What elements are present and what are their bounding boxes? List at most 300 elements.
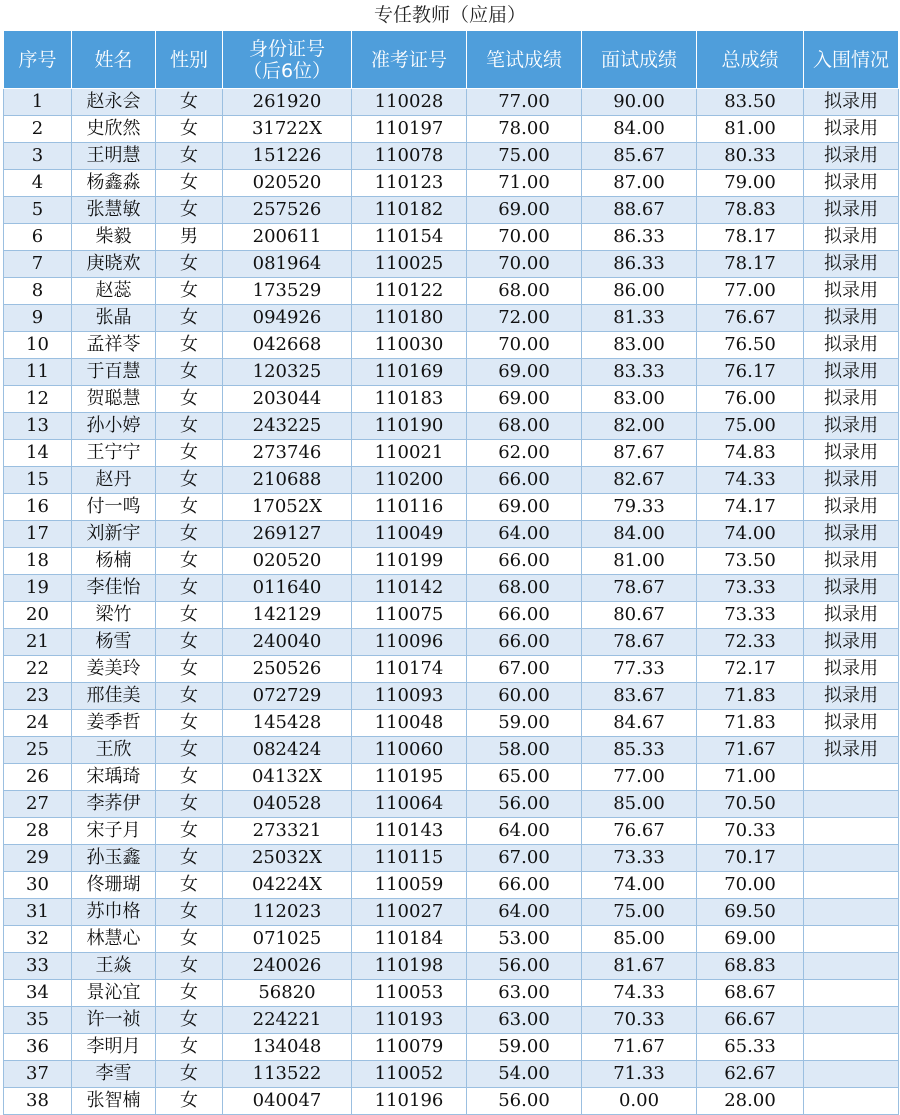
table-row [4,872,899,899]
cell-written: 56.00 [467,791,582,818]
cell-written: 68.00 [467,278,582,305]
table-row [4,710,899,737]
cell-status [804,872,899,899]
table-row [4,1061,899,1088]
cell-exam-no: 110122 [352,278,467,305]
cell-seq: 17 [4,521,72,548]
cell-name: 佟珊瑚 [72,872,156,899]
cell-status: 拟录用 [804,629,899,656]
cell-written: 66.00 [467,467,582,494]
cell-name: 宋瑀琦 [72,764,156,791]
cell-id: 011640 [223,575,352,602]
cell-id: 17052X [223,494,352,521]
cell-id: 240026 [223,953,352,980]
cell-exam-no: 110143 [352,818,467,845]
cell-interview: 83.00 [582,386,697,413]
cell-exam-no: 110116 [352,494,467,521]
cell-id: 082424 [223,737,352,764]
cell-status: 拟录用 [804,683,899,710]
cell-status [804,980,899,1007]
cell-id: 113522 [223,1061,352,1088]
cell-seq: 2 [4,116,72,143]
cell-exam-no: 110174 [352,656,467,683]
cell-interview: 86.00 [582,278,697,305]
cell-status [804,818,899,845]
cell-interview: 73.33 [582,845,697,872]
cell-id: 31722X [223,116,352,143]
cell-gender: 女 [156,602,223,629]
cell-id: 020520 [223,170,352,197]
cell-total: 72.33 [697,629,804,656]
cell-status: 拟录用 [804,359,899,386]
cell-seq: 32 [4,926,72,953]
cell-gender: 女 [156,548,223,575]
cell-written: 53.00 [467,926,582,953]
cell-id: 042668 [223,332,352,359]
cell-gender: 女 [156,305,223,332]
cell-gender: 女 [156,656,223,683]
cell-seq: 23 [4,683,72,710]
cell-seq: 30 [4,872,72,899]
cell-written: 68.00 [467,575,582,602]
cell-gender: 女 [156,845,223,872]
cell-interview: 71.67 [582,1034,697,1061]
cell-interview: 85.67 [582,143,697,170]
cell-gender: 女 [156,872,223,899]
cell-id: 072729 [223,683,352,710]
cell-total: 76.17 [697,359,804,386]
header-id-line2: （后6位） [242,59,332,82]
cell-status: 拟录用 [804,278,899,305]
cell-gender: 女 [156,710,223,737]
cell-exam-no: 110079 [352,1034,467,1061]
cell-gender: 女 [156,1061,223,1088]
cell-exam-no: 110199 [352,548,467,575]
cell-name: 孙小婷 [72,413,156,440]
cell-total: 73.33 [697,575,804,602]
cell-status: 拟录用 [804,548,899,575]
cell-written: 63.00 [467,1007,582,1034]
cell-interview: 90.00 [582,89,697,116]
cell-total: 62.67 [697,1061,804,1088]
cell-total: 70.33 [697,818,804,845]
table-row [4,359,899,386]
header-interview: 面试成绩 [582,31,697,89]
header-name: 姓名 [72,31,156,89]
cell-exam-no: 110078 [352,143,467,170]
cell-interview: 80.67 [582,602,697,629]
cell-total: 78.17 [697,251,804,278]
cell-interview: 81.00 [582,548,697,575]
cell-status: 拟录用 [804,575,899,602]
cell-seq: 28 [4,818,72,845]
table-row [4,926,899,953]
cell-gender: 男 [156,224,223,251]
cell-gender: 女 [156,386,223,413]
cell-name: 杨雪 [72,629,156,656]
cell-interview: 83.67 [582,683,697,710]
cell-gender: 女 [156,359,223,386]
cell-id: 142129 [223,602,352,629]
cell-written: 56.00 [467,953,582,980]
cell-status [804,791,899,818]
cell-name: 许一祯 [72,1007,156,1034]
table-row [4,197,899,224]
cell-seq: 35 [4,1007,72,1034]
table-row [4,494,899,521]
cell-status [804,1088,899,1115]
cell-interview: 86.33 [582,224,697,251]
cell-interview: 70.33 [582,1007,697,1034]
cell-exam-no: 110048 [352,710,467,737]
cell-interview: 85.00 [582,926,697,953]
cell-id: 273321 [223,818,352,845]
cell-total: 81.00 [697,116,804,143]
cell-gender: 女 [156,197,223,224]
table-row [4,305,899,332]
cell-name: 付一鸣 [72,494,156,521]
cell-written: 64.00 [467,818,582,845]
cell-interview: 81.33 [582,305,697,332]
cell-id: 04224X [223,872,352,899]
table-row [4,332,899,359]
table-row [4,764,899,791]
cell-exam-no: 110154 [352,224,467,251]
cell-name: 赵永会 [72,89,156,116]
cell-written: 59.00 [467,710,582,737]
cell-written: 69.00 [467,494,582,521]
cell-seq: 12 [4,386,72,413]
header-seq: 序号 [4,31,72,89]
cell-id: 094926 [223,305,352,332]
cell-total: 77.00 [697,278,804,305]
cell-interview: 76.67 [582,818,697,845]
cell-written: 65.00 [467,764,582,791]
cell-name: 王焱 [72,953,156,980]
cell-written: 66.00 [467,872,582,899]
cell-exam-no: 110028 [352,89,467,116]
cell-seq: 22 [4,656,72,683]
cell-id: 071025 [223,926,352,953]
cell-gender: 女 [156,143,223,170]
cell-gender: 女 [156,89,223,116]
table-row [4,521,899,548]
cell-status: 拟录用 [804,143,899,170]
cell-written: 66.00 [467,548,582,575]
cell-id: 56820 [223,980,352,1007]
cell-id: 203044 [223,386,352,413]
cell-gender: 女 [156,170,223,197]
table-row [4,89,899,116]
cell-written: 60.00 [467,683,582,710]
cell-exam-no: 110184 [352,926,467,953]
cell-total: 70.50 [697,791,804,818]
cell-status: 拟录用 [804,197,899,224]
cell-interview: 71.33 [582,1061,697,1088]
cell-interview: 85.33 [582,737,697,764]
cell-written: 58.00 [467,737,582,764]
cell-name: 林慧心 [72,926,156,953]
cell-exam-no: 110027 [352,899,467,926]
cell-gender: 女 [156,440,223,467]
cell-interview: 85.00 [582,791,697,818]
header-id-line1: 身份证号 [248,37,325,60]
cell-status: 拟录用 [804,710,899,737]
cell-id: 240040 [223,629,352,656]
cell-id: 25032X [223,845,352,872]
cell-id: 04132X [223,764,352,791]
header-row [4,31,899,89]
cell-interview: 0.00 [582,1088,697,1115]
cell-id: 200611 [223,224,352,251]
cell-total: 69.50 [697,899,804,926]
cell-seq: 20 [4,602,72,629]
cell-total: 78.83 [697,197,804,224]
cell-name: 苏巾格 [72,899,156,926]
cell-exam-no: 110021 [352,440,467,467]
cell-name: 孙玉鑫 [72,845,156,872]
table-row [4,1088,899,1115]
cell-interview: 77.33 [582,656,697,683]
cell-id: 081964 [223,251,352,278]
cell-name: 李荞伊 [72,791,156,818]
header-gender: 性别 [156,31,223,89]
table-row [4,143,899,170]
cell-gender: 女 [156,521,223,548]
cell-seq: 37 [4,1061,72,1088]
cell-name: 贺聪慧 [72,386,156,413]
cell-interview: 74.00 [582,872,697,899]
cell-written: 77.00 [467,89,582,116]
cell-exam-no: 110060 [352,737,467,764]
cell-seq: 38 [4,1088,72,1115]
cell-name: 梁竹 [72,602,156,629]
cell-interview: 84.00 [582,116,697,143]
cell-status [804,899,899,926]
cell-total: 69.00 [697,926,804,953]
cell-name: 王明慧 [72,143,156,170]
cell-name: 柴毅 [72,224,156,251]
table-row [4,440,899,467]
cell-seq: 19 [4,575,72,602]
cell-id: 269127 [223,521,352,548]
cell-id: 261920 [223,89,352,116]
cell-total: 76.00 [697,386,804,413]
cell-exam-no: 110198 [352,953,467,980]
cell-gender: 女 [156,1034,223,1061]
cell-status: 拟录用 [804,332,899,359]
cell-total: 79.00 [697,170,804,197]
cell-status: 拟录用 [804,521,899,548]
cell-exam-no: 110096 [352,629,467,656]
cell-exam-no: 110123 [352,170,467,197]
cell-status: 拟录用 [804,467,899,494]
cell-seq: 5 [4,197,72,224]
cell-total: 75.00 [697,413,804,440]
cell-written: 64.00 [467,899,582,926]
cell-gender: 女 [156,332,223,359]
table-row [4,1007,899,1034]
table-row [4,548,899,575]
cell-status: 拟录用 [804,440,899,467]
cell-name: 杨楠 [72,548,156,575]
cell-total: 66.67 [697,1007,804,1034]
table-header [4,31,899,89]
cell-status [804,926,899,953]
cell-seq: 14 [4,440,72,467]
cell-status: 拟录用 [804,656,899,683]
cell-exam-no: 110052 [352,1061,467,1088]
cell-name: 宋子月 [72,818,156,845]
cell-status [804,1061,899,1088]
cell-total: 70.17 [697,845,804,872]
cell-name: 张慧敏 [72,197,156,224]
cell-seq: 26 [4,764,72,791]
cell-total: 65.33 [697,1034,804,1061]
score-table [3,30,899,1115]
cell-id: 120325 [223,359,352,386]
cell-exam-no: 110200 [352,467,467,494]
cell-id: 173529 [223,278,352,305]
table-row [4,467,899,494]
cell-status: 拟录用 [804,737,899,764]
cell-exam-no: 110190 [352,413,467,440]
cell-exam-no: 110025 [352,251,467,278]
cell-interview: 77.00 [582,764,697,791]
cell-name: 王欣 [72,737,156,764]
cell-total: 73.50 [697,548,804,575]
cell-status: 拟录用 [804,116,899,143]
cell-status: 拟录用 [804,602,899,629]
cell-exam-no: 110142 [352,575,467,602]
table-row [4,953,899,980]
cell-gender: 女 [156,413,223,440]
cell-exam-no: 110075 [352,602,467,629]
table-row [4,737,899,764]
cell-interview: 86.33 [582,251,697,278]
cell-total: 83.50 [697,89,804,116]
header-exam-no: 准考证号 [352,31,467,89]
cell-status [804,1007,899,1034]
cell-written: 67.00 [467,845,582,872]
cell-total: 68.83 [697,953,804,980]
cell-name: 姜美玲 [72,656,156,683]
cell-name: 史欣然 [72,116,156,143]
cell-seq: 15 [4,467,72,494]
cell-written: 70.00 [467,332,582,359]
cell-interview: 84.00 [582,521,697,548]
table-row [4,602,899,629]
cell-exam-no: 110183 [352,386,467,413]
cell-total: 74.00 [697,521,804,548]
cell-written: 66.00 [467,602,582,629]
cell-seq: 9 [4,305,72,332]
cell-written: 69.00 [467,197,582,224]
cell-total: 71.83 [697,710,804,737]
cell-interview: 82.00 [582,413,697,440]
cell-name: 张晶 [72,305,156,332]
cell-name: 景沁宜 [72,980,156,1007]
table-row [4,845,899,872]
cell-interview: 87.67 [582,440,697,467]
table-row [4,170,899,197]
table-row [4,251,899,278]
cell-written: 64.00 [467,521,582,548]
cell-id: 145428 [223,710,352,737]
cell-gender: 女 [156,764,223,791]
header-total: 总成绩 [697,31,804,89]
cell-total: 72.17 [697,656,804,683]
cell-status [804,764,899,791]
cell-written: 68.00 [467,413,582,440]
cell-interview: 81.67 [582,953,697,980]
cell-gender: 女 [156,953,223,980]
cell-total: 71.67 [697,737,804,764]
cell-written: 72.00 [467,305,582,332]
cell-gender: 女 [156,494,223,521]
cell-name: 孟祥苓 [72,332,156,359]
cell-exam-no: 110093 [352,683,467,710]
cell-total: 74.17 [697,494,804,521]
cell-name: 于百慧 [72,359,156,386]
cell-gender: 女 [156,629,223,656]
cell-status [804,953,899,980]
cell-status: 拟录用 [804,494,899,521]
cell-name: 庚晓欢 [72,251,156,278]
cell-name: 杨鑫淼 [72,170,156,197]
table-row [4,629,899,656]
cell-seq: 1 [4,89,72,116]
table-row [4,116,899,143]
cell-total: 76.67 [697,305,804,332]
cell-status: 拟录用 [804,305,899,332]
cell-seq: 36 [4,1034,72,1061]
cell-status: 拟录用 [804,251,899,278]
cell-name: 姜季哲 [72,710,156,737]
header-written: 笔试成绩 [467,31,582,89]
cell-seq: 8 [4,278,72,305]
cell-exam-no: 110197 [352,116,467,143]
cell-gender: 女 [156,278,223,305]
cell-gender: 女 [156,1007,223,1034]
cell-id: 273746 [223,440,352,467]
cell-written: 66.00 [467,629,582,656]
cell-exam-no: 110049 [352,521,467,548]
cell-written: 69.00 [467,386,582,413]
cell-written: 54.00 [467,1061,582,1088]
cell-seq: 25 [4,737,72,764]
table-row [4,656,899,683]
table-body [4,89,899,1115]
cell-id: 040528 [223,791,352,818]
cell-exam-no: 110182 [352,197,467,224]
cell-id: 040047 [223,1088,352,1115]
table-title: 专任教师（应届） [373,4,526,26]
cell-status [804,1034,899,1061]
cell-status: 拟录用 [804,89,899,116]
cell-written: 71.00 [467,170,582,197]
table-row [4,818,899,845]
cell-interview: 74.33 [582,980,697,1007]
cell-interview: 83.33 [582,359,697,386]
table-row [4,1034,899,1061]
cell-total: 71.83 [697,683,804,710]
table-row [4,575,899,602]
cell-name: 刘新宇 [72,521,156,548]
cell-name: 李明月 [72,1034,156,1061]
cell-gender: 女 [156,899,223,926]
cell-exam-no: 110195 [352,764,467,791]
